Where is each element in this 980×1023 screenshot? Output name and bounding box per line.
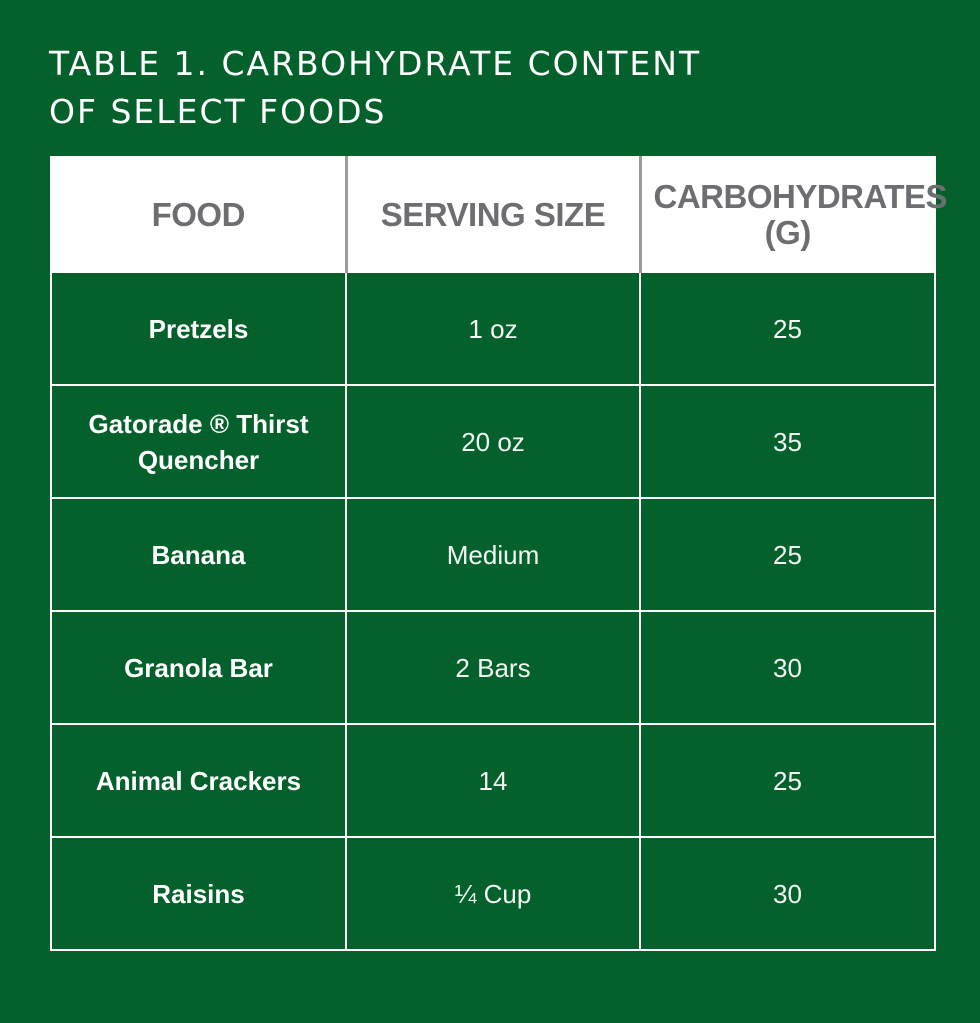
carbohydrates-cell: 25 xyxy=(640,498,935,611)
food-cell: Animal Crackers xyxy=(51,724,346,837)
carbohydrates-cell: 30 xyxy=(640,837,935,950)
carbohydrates-cell: 25 xyxy=(640,724,935,837)
serving-size-cell: Medium xyxy=(346,498,640,611)
food-cell: Banana xyxy=(51,498,346,611)
serving-size-cell: 20 oz xyxy=(346,385,640,498)
table-row xyxy=(51,498,935,611)
carbohydrate-table xyxy=(50,156,948,951)
food-cell: Gatorade ® Thirst Quencher xyxy=(51,385,346,498)
food-cell: Pretzels xyxy=(51,272,346,385)
carbohydrates-cell: 25 xyxy=(640,272,935,385)
table-row xyxy=(51,837,935,950)
table-row xyxy=(51,385,935,498)
column-header-food: FOOD xyxy=(51,157,346,272)
serving-size-cell: 14 xyxy=(346,724,640,837)
table-row xyxy=(51,724,935,837)
table-row xyxy=(51,611,935,724)
column-header-carbohydrates: CARBOHYDRATES (G) xyxy=(640,157,935,272)
column-header-serving-size: SERVING SIZE xyxy=(346,157,640,272)
table-header-row xyxy=(51,157,935,272)
page-title: TABLE 1. CARBOHYDRATE CONTENT OF SELECT FOODS xyxy=(49,44,702,131)
carbohydrates-cell: 35 xyxy=(640,385,935,498)
food-cell: Granola Bar xyxy=(51,611,346,724)
serving-size-cell: 1 oz xyxy=(346,272,640,385)
food-cell: Raisins xyxy=(51,837,346,950)
table-row xyxy=(51,272,935,385)
serving-size-cell: ¼ Cup xyxy=(346,837,640,950)
serving-size-cell: 2 Bars xyxy=(346,611,640,724)
carbohydrates-cell: 30 xyxy=(640,611,935,724)
